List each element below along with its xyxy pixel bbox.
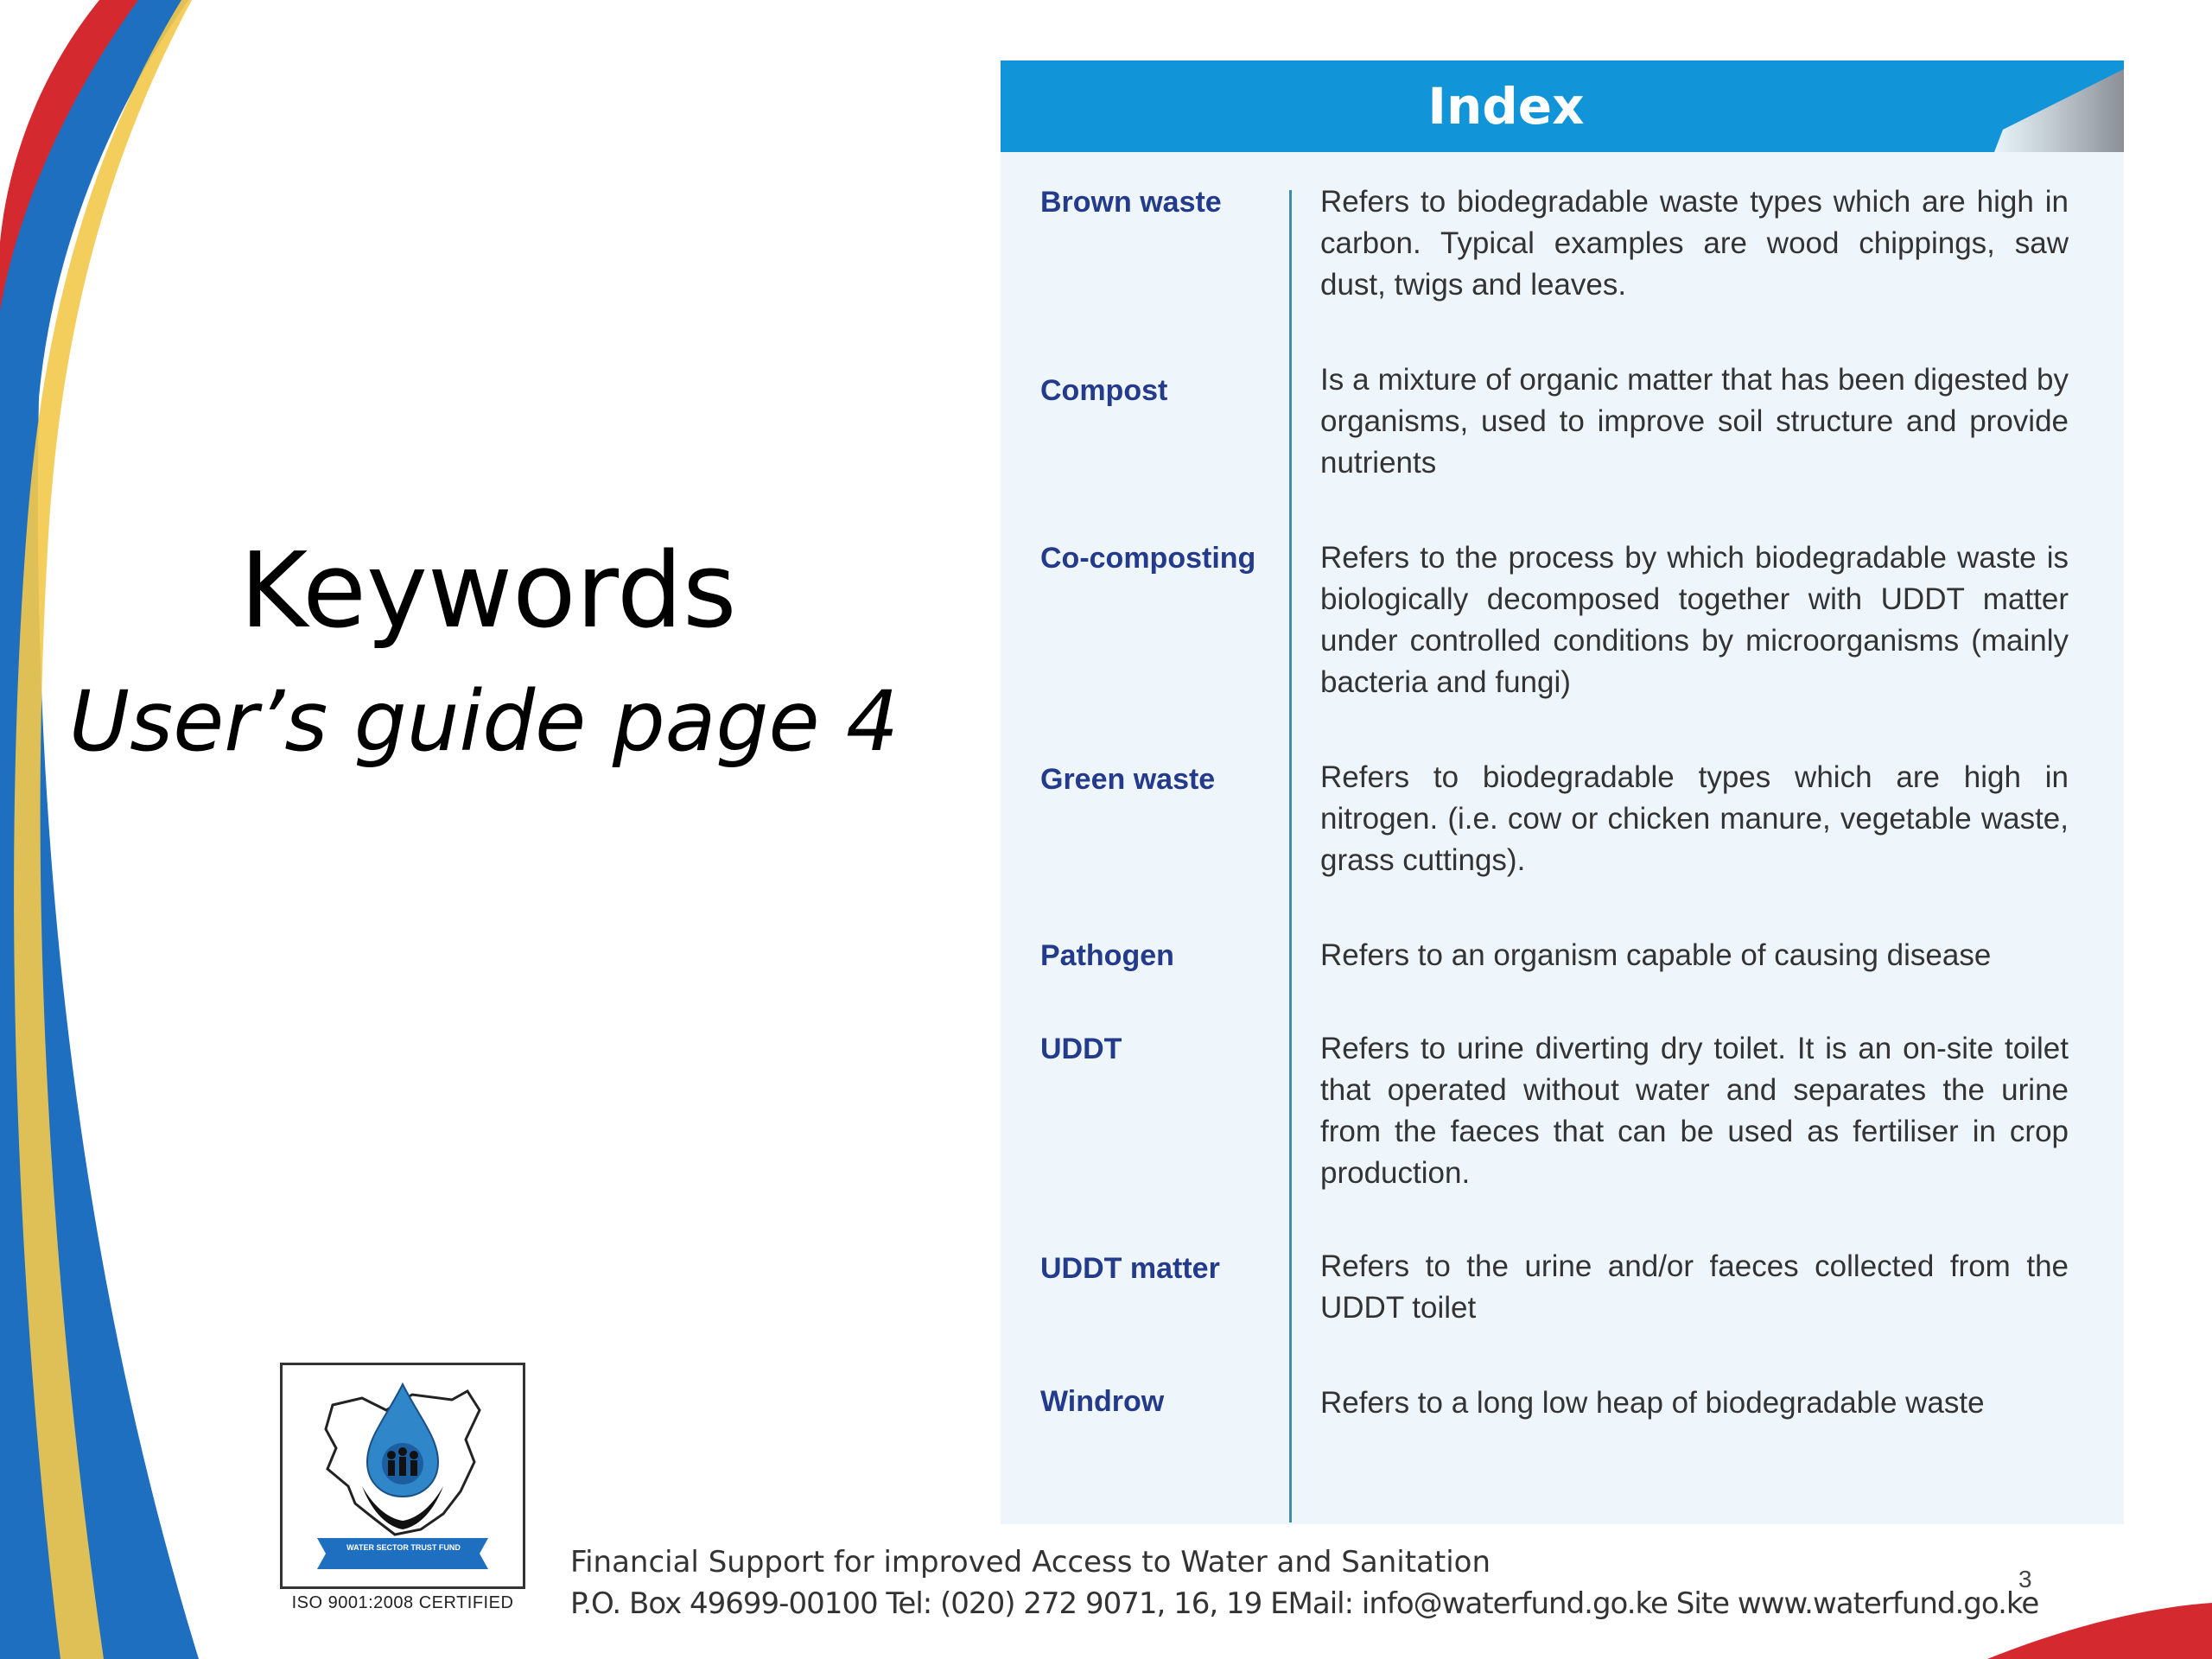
footer-contact-text: P.O. Box 49699-00100 Tel: (020) 272 9071, 16, 19 EMail: info@waterfund.go.ke Site www.waterfund.go.ke xyxy=(570,1586,2039,1621)
index-definition: Refers to a long low heap of biodegradable waste xyxy=(1320,1386,1985,1420)
index-term: Compost xyxy=(1040,374,1168,407)
index-header xyxy=(1001,60,2124,152)
footer-funding-text: Financial Support for improved Access to Water and Sanitation xyxy=(570,1545,1491,1580)
index-term: UDDT matter xyxy=(1040,1252,1220,1285)
index-term: Windrow xyxy=(1040,1385,1165,1418)
index-term: Pathogen xyxy=(1040,939,1174,972)
index-term: Brown waste xyxy=(1040,186,1222,219)
index-definition: Is a mixture of organic matter that has been digested by organisms, used to improve soil structure and provide nutrients xyxy=(1320,363,2069,480)
slide-title-block xyxy=(52,527,916,786)
iso-certification-label: ISO 9001:2008 CERTIFIED xyxy=(291,1593,514,1612)
index-definition: Refers to biodegradable types which are high in nitrogen. (i.e. cow or chicken manure, vegetable waste, grass cuttings). xyxy=(1320,760,2069,877)
index-term: Co-composting xyxy=(1040,542,1256,575)
index-definition: Refers to biodegradable waste types which are high in carbon. Typical examples are wood chippings, saw dust, twigs and leaves. xyxy=(1320,185,2069,302)
logo-ribbon-text: WATER SECTOR TRUST FUND xyxy=(346,1543,461,1552)
header-corner-decoration xyxy=(1994,60,2124,152)
organization-logo xyxy=(280,1363,525,1589)
index-definition: Refers to the process by which biodegradable waste is biologically decomposed together with UDDT matter under controlled conditions by microorganisms (mainly bacteria and fungi) xyxy=(1320,541,2069,699)
kenya-map-water-drop-icon xyxy=(283,1365,523,1586)
slide-subtitle: User’s guide page 4 xyxy=(68,673,899,770)
index-header-title: Index xyxy=(1427,77,1585,136)
index-term: Green waste xyxy=(1040,763,1216,796)
slide-title: Keywords xyxy=(239,531,737,652)
index-definition: Refers to urine diverting dry toilet. It is an on-site toilet that operated without water and separates the urine from the faeces that can be used as fertiliser in crop production. xyxy=(1320,1032,2069,1190)
index-definition: Refers to the urine and/or faeces collected from the UDDT toilet xyxy=(1320,1249,2069,1325)
index-panel xyxy=(1001,60,2124,1524)
page-number: 3 xyxy=(2018,1566,2032,1592)
index-definition: Refers to an organism capable of causing disease xyxy=(1320,938,1992,972)
index-term: UDDT xyxy=(1040,1033,1122,1065)
